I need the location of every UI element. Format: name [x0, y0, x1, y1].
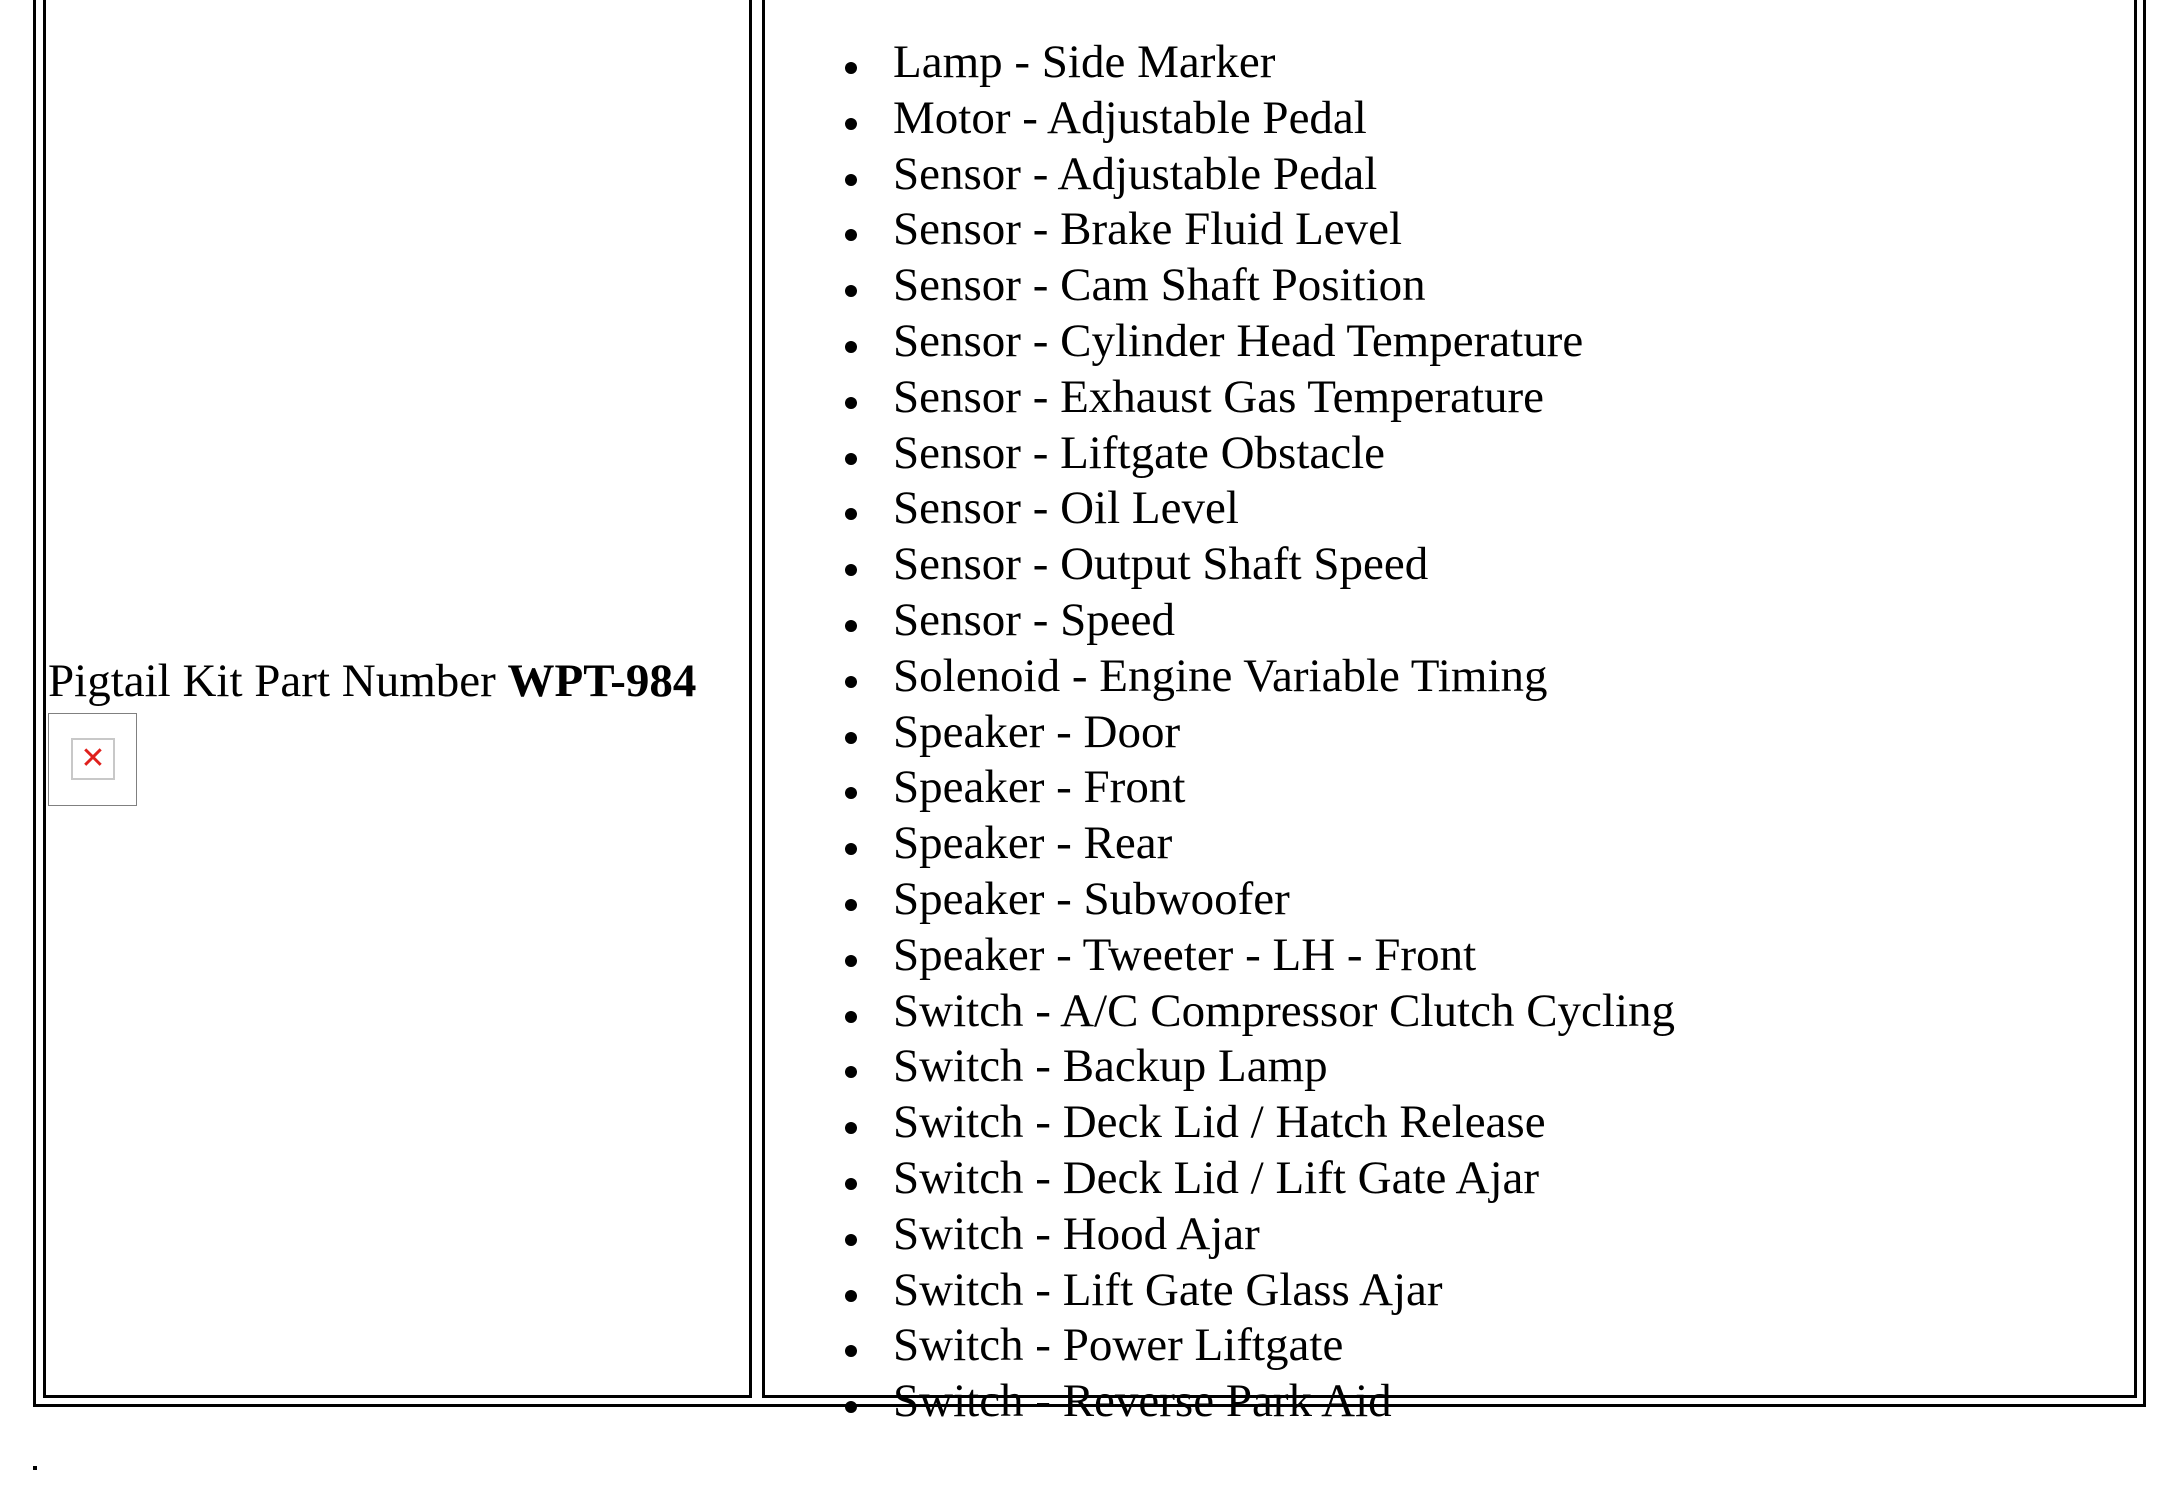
broken-image-x-icon [71, 738, 115, 780]
list-item: Motor - Adjustable Pedal [830, 90, 1675, 146]
list-item: Sensor - Exhaust Gas Temperature [830, 369, 1675, 425]
list-item: Switch - Power Liftgate [830, 1317, 1675, 1373]
trailing-period [33, 1466, 37, 1470]
list-item: Switch - Deck Lid / Lift Gate Ajar [830, 1150, 1675, 1206]
list-item: Sensor - Oil Level [830, 480, 1675, 536]
list-item: Sensor - Cylinder Head Temperature [830, 313, 1675, 369]
list-item: Speaker - Subwoofer [830, 871, 1675, 927]
kit-label [48, 653, 696, 709]
list-item: Sensor - Brake Fluid Level [830, 201, 1675, 257]
list-item: Switch - Deck Lid / Hatch Release [830, 1094, 1675, 1150]
list-item: Lamp - Side Marker [830, 34, 1675, 90]
list-item: Switch - Hood Ajar [830, 1206, 1675, 1262]
list-item: Speaker - Tweeter - LH - Front [830, 927, 1675, 983]
list-item: Speaker - Front [830, 759, 1675, 815]
list-item: Solenoid - Engine Variable Timing [830, 648, 1675, 704]
list-item: Speaker - Door [830, 704, 1675, 760]
list-item: Speaker - Rear [830, 815, 1675, 871]
list-item: Switch - Lift Gate Glass Ajar [830, 1262, 1675, 1318]
list-item: Sensor - Output Shaft Speed [830, 536, 1675, 592]
list-item: Switch - Reverse Park Aid [830, 1373, 1675, 1429]
kit-label-prefix: Pigtail Kit Part Number [48, 655, 508, 707]
list-item: Sensor - Cam Shaft Position [830, 257, 1675, 313]
list-item: Sensor - Adjustable Pedal [830, 146, 1675, 202]
broken-image-icon [48, 713, 137, 806]
list-item: Switch - A/C Compressor Clutch Cycling [830, 983, 1675, 1039]
list-item: Sensor - Liftgate Obstacle [830, 425, 1675, 481]
kit-part-number: WPT-984 [507, 655, 697, 707]
applications-list [830, 34, 1675, 1429]
list-item: Sensor - Speed [830, 592, 1675, 648]
list-item: Switch - Backup Lamp [830, 1038, 1675, 1094]
